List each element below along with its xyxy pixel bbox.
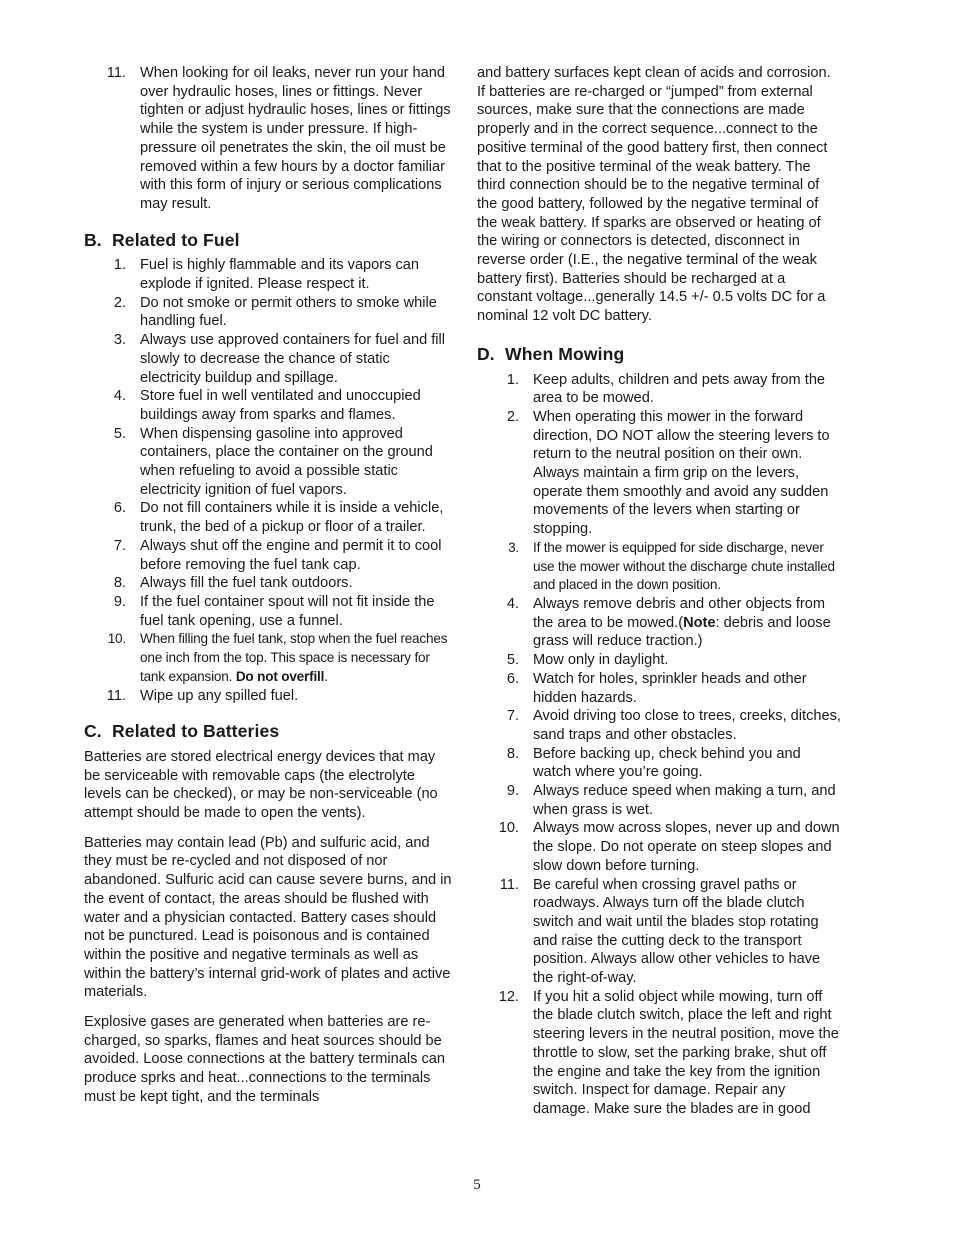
paragraph: Batteries may contain lead (Pb) and sulfuric acid, and they must be re-cycled and not disposed of nor abandoned. Sulfuric acid can cause severe burns, and in the event of contact, the areas should be flushed with water and a physician contacted. Battery cases should not be punctured. Lead is poisonous and is contained within the positive and negative terminals as well as within the battery’s internal grid-work of plates and active materials. [84,834,452,1001]
fuel-list [84,256,452,705]
list-item [477,745,842,782]
paragraph-continued: and battery surfaces kept clean of acids and corrosion. If batteries are re-charged or “jumped” from external sources, make sure that the connections are made properly and in the correct sequence...connect to the positive terminal of the good battery first, then connect that to the positive terminal of the weak battery. The third connection should be to the negative terminal of the good battery, followed by the negative terminal of the weak battery. If sparks are observed or heating of the wiring or connectors is detected, disconnect in reverse order (I.E., the negative terminal of the weak battery first). Batteries should be recharged at a constant voltage...generally 14.5 +/- 0.5 volts DC for a nominal 12 volt DC battery. [477,65,831,325]
right-column [477,64,842,1119]
item-number: 1. [506,371,519,388]
item-text: Always mow across slopes, never up and down the slope. Do not operate on steep slopes and slow down before turning. [533,820,840,874]
list-item [84,294,452,331]
item-text: When looking for oil leaks, never run your hand over hydraulic hoses, lines or fittings. Never tighten or adjust hydraulic hoses, lines or fittings while the system is under pressure. If high-pressure oil penetrates the skin, the oil must be removed within a few hours by a doctor familiar with this form of injury or serious complications may result. [140,65,451,212]
item-text: Always reduce speed when making a turn, and when grass is wet. [533,783,836,818]
item-text: Always use approved containers for fuel and fill slowly to decrease the chance of static electricity buildup and spillage. [140,332,446,386]
item-number: 2. [113,294,126,311]
list-item [477,707,842,744]
item-number: 8. [506,745,519,762]
section-heading-fuel [84,231,452,250]
page-number: 5 [473,1177,481,1193]
section-title: Related to Batteries [112,721,280,742]
list-item [84,499,452,536]
item-number: 4. [506,595,519,612]
item-text: Always fill the fuel tank outdoors. [140,575,353,592]
list-item [477,651,842,670]
list-item [477,988,842,1119]
list-item [477,408,842,539]
section-title: Related to Fuel [112,229,240,250]
item-text: If the mower is equipped for side discharge, never use the mower without the discharge chute installed and placed in the down position. [533,539,835,593]
list-item [84,256,452,293]
item-text: Always shut off the engine and permit it to cool before removing the fuel tank cap. [140,537,442,573]
item-number: 7. [506,708,519,725]
item-number: 2. [506,408,519,425]
list-item [477,782,842,819]
item-text: If the fuel container spout will not fit inside the fuel tank opening, use a funnel. [140,593,435,629]
item-number: 3. [113,332,126,349]
item-number: 3. [508,539,519,555]
item-number: 9. [506,783,519,800]
item-number: 1. [113,257,126,274]
list-item [84,593,452,630]
list-item [477,595,842,651]
section-letter: D. [477,343,495,364]
section-heading-batteries [84,722,452,741]
item-text: Do not fill containers while it is inside a vehicle, trunk, the bed of a pickup or floor of a trailer. [140,500,444,536]
item-number: 5. [506,652,519,669]
paragraph: Batteries are stored electrical energy devices that may be serviceable with removable caps (the electrolyte levels can be checked), or may be non-serviceable (no attempt should be made to open the vents). [84,748,438,822]
item-text: When dispensing gasoline into approved containers, place the container on the ground when refueling to avoid a possible static electricity ignition of fuel vapors. [140,425,433,498]
item-text: Wipe up any spilled fuel. [140,687,299,704]
list-item [477,819,842,875]
section-letter: B. [84,229,102,250]
item-number: 4. [113,388,126,405]
item-number: 11. [499,876,519,893]
item-number: 10. [498,820,519,837]
item-text: Always remove debris and other objects from the area to be mowed.( [533,595,826,631]
item-text: Do not smoke or permit others to smoke while handling fuel. [140,294,437,330]
section-heading-mowing [477,345,842,364]
item-text: When operating this mower in the forward direction, DO NOT allow the steering levers to return to the neutral position on their own. Always maintain a firm grip on the levers, operate them smoothly and avoid any sudden movements of the levers when starting or stopping. [533,408,830,538]
list-item [477,539,842,595]
item-number: 5. [113,425,126,442]
item-emphasis: Note [683,614,716,631]
list-item [477,371,842,408]
intro-list [84,64,452,214]
mowing-list [477,371,842,1119]
item-text-after: : debris and loose grass will reduce traction.) [533,614,831,650]
item-number: 6. [113,500,126,517]
item-number: 12. [498,988,519,1005]
list-item [477,670,842,707]
item-text-after: . [324,668,328,684]
item-text: Avoid driving too close to trees, creeks, ditches, sand traps and other obstacles. [533,708,841,743]
list-item [84,574,452,593]
list-item [84,630,452,686]
item-number: 11. [106,687,126,704]
item-text: Be careful when crossing gravel paths or roadways. Always turn off the blade clutch switch and wait until the blades stop rotating and raise the cutting deck to the transport position. Always allow other vehicles to have the right-of-way. [533,876,821,987]
list-item [84,64,452,214]
list-item [84,331,452,387]
list-item [477,876,842,988]
list-item [84,537,452,574]
item-number: 8. [113,575,126,592]
item-text: When filling the fuel tank, stop when the fuel reaches one inch from the top. This space is necessary for tank expansion. [140,631,448,684]
item-text: Watch for holes, sprinkler heads and other hidden hazards. [533,670,807,706]
item-number: 7. [113,537,126,554]
item-text: Keep adults, children and pets away from the area to be mowed. [533,371,826,407]
paragraph: Explosive gases are generated when batteries are re-charged, so sparks, flames and heat sources should be avoided. Loose connections at the battery terminals can produce sprks and heat...connections to the terminals must be kept tight, and the terminals [84,1014,446,1105]
list-item [84,387,452,424]
left-column [84,64,452,1107]
item-number: 11. [106,65,126,81]
item-text: Store fuel in well ventilated and unoccupied buildings away from sparks and flames. [140,388,421,423]
section-letter: C. [84,721,102,742]
item-text: Before backing up, check behind you and watch where you’re going. [533,745,801,781]
item-text: Mow only in daylight. [533,652,669,669]
section-title: When Mowing [505,343,625,364]
list-item [84,425,452,500]
item-number: 9. [113,593,126,610]
item-text: If you hit a solid object while mowing, turn off the blade clutch switch, place the left and right steering levers in the neutral position, move the throttle to slow, set the parking brake, shut off the engine and take the key from the ignition switch. Inspect for damage. Repair any damage. Make sure the blades are in good [533,988,839,1117]
item-number: 10. [107,631,126,647]
list-item [84,687,452,706]
item-text: Fuel is highly flammable and its vapors can explode if ignited. Please respect it. [140,257,420,293]
item-emphasis: Do not overfill [235,668,325,684]
item-number: 6. [506,670,519,687]
